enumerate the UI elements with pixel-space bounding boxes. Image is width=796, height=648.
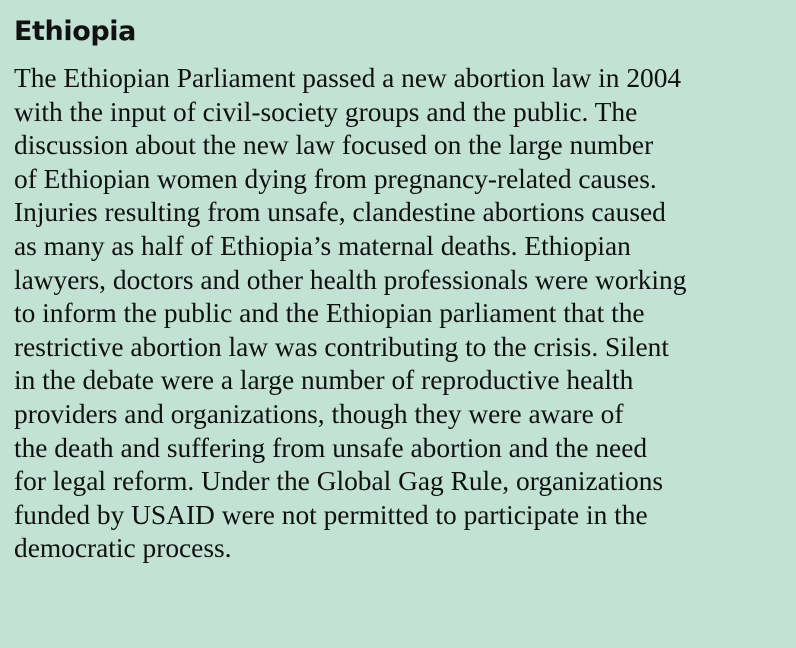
paragraph-line: Injuries resulting from unsafe, clandestine abortions caused: [14, 197, 666, 228]
paragraph-line: The Ethiopian Parliament passed a new abortion law in 2004: [14, 63, 682, 93]
paragraph-line: funded by USAID were not permitted to participate in the: [14, 499, 648, 530]
paragraph-line: restrictive abortion law was contributing to the crisis. Silent: [14, 331, 669, 362]
paragraph-line: for legal reform. Under the Global Gag Rule, organizations: [14, 466, 664, 497]
box-paragraph: [14, 62, 784, 566]
paragraph-line: democratic process.: [14, 533, 232, 564]
paragraph-line: the death and suffering from unsafe abortion and the need: [14, 432, 648, 463]
paragraph-line: with the input of civil-society groups and the public. The: [14, 96, 638, 127]
paragraph-line: as many as half of Ethiopia’s maternal deaths. Ethiopian: [14, 230, 631, 261]
paragraph-line: of Ethiopian women dying from pregnancy-related causes.: [14, 163, 657, 194]
paragraph-line: discussion about the new law focused on the large number: [14, 130, 654, 161]
paragraph-line: lawyers, doctors and other health professionals were working: [14, 264, 687, 295]
paragraph-line: in the debate were a large number of reproductive health: [14, 365, 634, 396]
paragraph-line: providers and organizations, though they were aware of: [14, 398, 624, 429]
paragraph-line: to inform the public and the Ethiopian parliament that the: [14, 298, 645, 329]
box-title: Ethiopia: [14, 16, 136, 47]
